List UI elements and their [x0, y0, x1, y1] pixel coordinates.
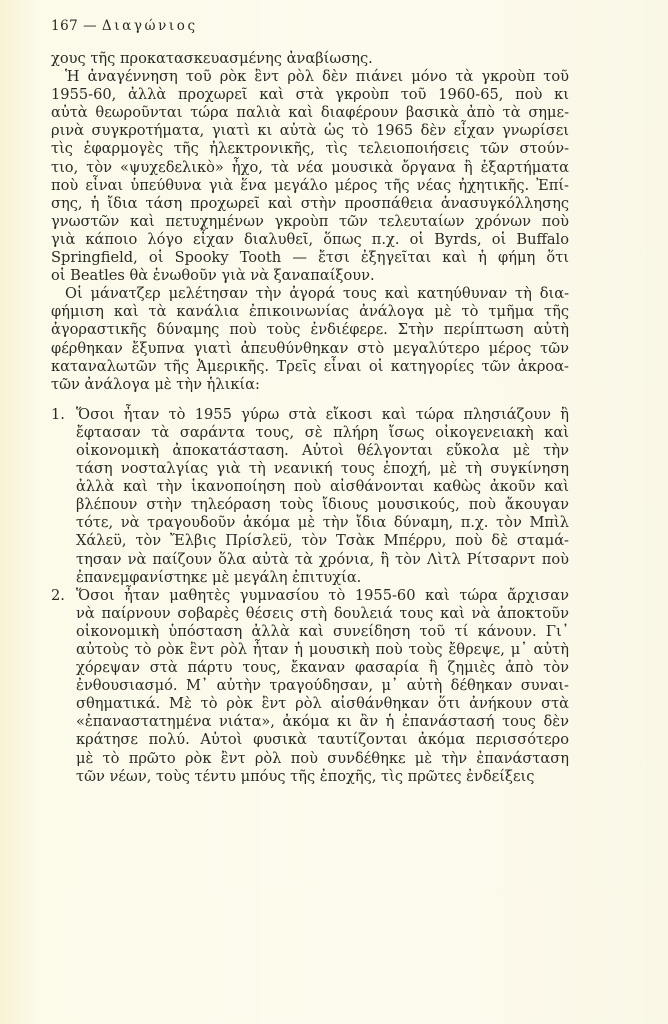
running-head-dash: —	[83, 18, 98, 34]
paragraph	[51, 50, 569, 68]
text-line: χους τῆς προκατασκευασμένης ἀναβίωσης.	[51, 50, 373, 67]
text-line: ποὺ εἶναι ὑπεύθυνα γιὰ ἕνα μεγάλο μέρος τῆς νέας ἠχητικῆς. Ἐπί-	[51, 176, 569, 194]
text-line: Χάλεϋ, τὸν Ἔλβις Πρίσλεϋ, τὸν Τσὰκ Μπέρρυ, ποὺ δὲ σταμά-	[76, 532, 569, 550]
text-line: τῶν νέων, τοὺς τέντυ μπόυς τῆς ἐποχῆς, τὶς πρῶτες ἐνδείξεις	[76, 767, 535, 785]
text-line: 1955-60, ἀλλὰ προχωρεῖ καὶ στὰ γκροὺπ τοῦ 1960-65, ποὺ κι	[51, 86, 569, 104]
text-line: ἀλλὰ καὶ τὴν ἱκανοποίηση ποὺ αἰσθάνονται καθὼς ἀκοῦν καὶ	[76, 478, 569, 496]
text-line: τῶν ἀνάλογα μὲ τὴν ἡλικία:	[51, 375, 260, 393]
text-line: ἐνθουσιασμό. Μ᾽ αὐτὴν τραγούδησαν, μ᾽ αὐτὴ δέθηκαν συναι-	[76, 677, 569, 695]
text-line: ρινὰ συγκροτήματα, γιατὶ κι αὐτὰ ὡς τὸ 1965 δὲν εἶχαν γνωρίσει	[51, 122, 569, 140]
running-head	[51, 18, 198, 34]
list-number: 1.	[51, 405, 65, 423]
paragraph	[51, 68, 569, 285]
text-line: ἀγοραστικῆς δύναμης ποὺ τοὺς ἐνδιέφερε. Στὴν περίπτωση αὐτὴ	[51, 321, 569, 339]
text-line: τότε, νὰ τραγουδοῦν ἀκόμα μὲ τὴν ἴδια δύναμη, π.χ. τὸν Μπὶλ	[76, 514, 569, 532]
text-line: τὶς ἐφαρμογὲς τῆς ἠλεκτρονικῆς, τὶς τελειοποιήσεις τῶν στούν-	[51, 140, 569, 158]
text-line: φήμιση καὶ τὰ κανάλια ἐπικοινωνίας ἀνάλογα μὲ τὸ τμῆμα τῆς	[51, 303, 569, 321]
text-line: νὰ παίρνουν σοβαρὲς θέσεις στὴ δουλειά τους καὶ νὰ ἀποκτοῦν	[76, 604, 569, 622]
text-line: Ὅσοι ἦταν μαθητὲς γυμνασίου τὸ 1955-60 καὶ τώρα ἄρχισαν	[76, 586, 569, 604]
text-line: γνωστῶν καὶ πετυχημένων γκροὺπ τῶν τελευταίων χρόνων ποὺ	[51, 212, 569, 230]
text-line: Ὅσοι ἦταν τὸ 1955 γύρω στὰ εἴκοσι καὶ τώρα πλησιάζουν ἢ	[76, 405, 569, 423]
text-line: οἰκονομικὴ ὑπόσταση ἀλλὰ καὶ συνείδηση τοῦ τί κάνουν. Γι᾽	[76, 622, 569, 640]
list-item	[51, 587, 569, 786]
text-line: βλέπουν στὴν τηλεόραση τοὺς ἴδιους μουσικούς, ποὺ ἄκουγαν	[76, 496, 569, 514]
text-line: σθηματικά. Μὲ τὸ ρὸκ ἒντ ρὸλ αἰσθάνθηκαν ὅτι ἀνήκουν στὰ	[76, 695, 569, 713]
text-line: τησαν νὰ παίζουν ὅλα αὐτὰ τὰ χρόνια, ἢ τὸν Λὶτλ Ρίτσαρντ ποὺ	[76, 550, 569, 568]
text-line: Springfield, οἱ Spooky Tooth — ἔτσι ἐξηγεῖται καὶ ἡ φήμη ὅτι	[51, 249, 569, 267]
list-item	[51, 406, 569, 587]
paragraph	[51, 285, 569, 394]
running-head-title: Διαγώνιος	[101, 18, 198, 34]
text-line: «ἐπαναστατημένα νιάτα», ἀκόμα κι ἂν ἡ ἐπανάστασή τους δὲν	[76, 713, 569, 731]
text-line: ἐπανεμφανίστηκε μὲ μεγάλη ἐπιτυχία.	[76, 568, 362, 586]
text-line: φέρθηκαν ἔξυπνα γιατὶ ἀπευθύνθηκαν στὸ μεγαλύτερο μέρος τῶν	[51, 339, 569, 357]
text-line: σης, ἡ ἴδια τάση προχωρεῖ καὶ στὴν προσπάθεια ἀνασυγκόλλησης	[51, 194, 569, 212]
page-number: 167	[51, 18, 79, 34]
body-text	[51, 50, 569, 786]
text-line: οἱ Beatles θὰ ἑνωθοῦν γιὰ νὰ ξαναπαίξουν.	[51, 267, 375, 285]
list-number: 2.	[51, 586, 65, 604]
text-line: οἰκονομικὴ ἀποκατάσταση. Αὐτοὶ θέλγονται εὔκολα μὲ τὴν	[76, 441, 569, 459]
text-line: Ἡ ἀναγέννηση τοῦ ρὸκ ἒντ ρὸλ δὲν πιάνει μόνο τὰ γκροὺπ τοῦ	[65, 68, 569, 86]
text-line: τάση νοσταλγίας γιὰ τὴ νεανική τους ἐποχή, μὲ τὴ συγκίνηση	[76, 460, 569, 478]
text-line: Οἱ μάνατζερ μελέτησαν τὴν ἀγορά τους καὶ κατηύθυναν τὴ δια-	[65, 285, 569, 303]
text-line: αὐτὰ θεωροῦνται τώρα παλιὰ καὶ διαφέρουν βασικὰ ἀπὸ τὰ σημε-	[51, 104, 569, 122]
text-line: τιο, τὸν «ψυχεδελικὸ» ἦχο, τὰ νέα μουσικὰ ὄργανα ἢ ἐξαρτήματα	[51, 158, 569, 176]
text-line: καταναλωτῶν τῆς Ἀμερικῆς. Τρεῖς εἶναι οἱ κατηγορίες τῶν ἀκροα-	[51, 357, 569, 375]
text-line: μὲ τὸ πρῶτο ρὸκ ἒντ ρὸλ ποὺ συνδέθηκε μὲ τὴν ἐπανάσταση	[76, 749, 569, 767]
text-line: ἔφτασαν τὰ σαράντα τους, σὲ πλήρη ἴσως οἰκογενειακὴ καὶ	[76, 423, 569, 441]
text-line: κράτησε πολύ. Αὐτοὶ φυσικὰ ταυτίζονται ἀκόμα περισσότερο	[76, 731, 569, 749]
text-line: χόρεψαν στὰ πάρτυ τους, ἔκαναν φασαρία ἢ ζημιὲς ἀπὸ τὸν	[76, 659, 569, 677]
text-line: αὐτοὺς τὸ ρὸκ ἒντ ρὸλ ἦταν ἡ μουσικὴ ποὺ τοὺς ἔθρεψε, μ᾽ αὐτὴ	[76, 641, 569, 658]
audience-categories-list	[51, 406, 569, 786]
text-line: γιὰ κάποιο λόγο εἶχαν διαλυθεῖ, ὅπως π.χ. οἱ Byrds, οἱ Buffalo	[51, 230, 569, 248]
